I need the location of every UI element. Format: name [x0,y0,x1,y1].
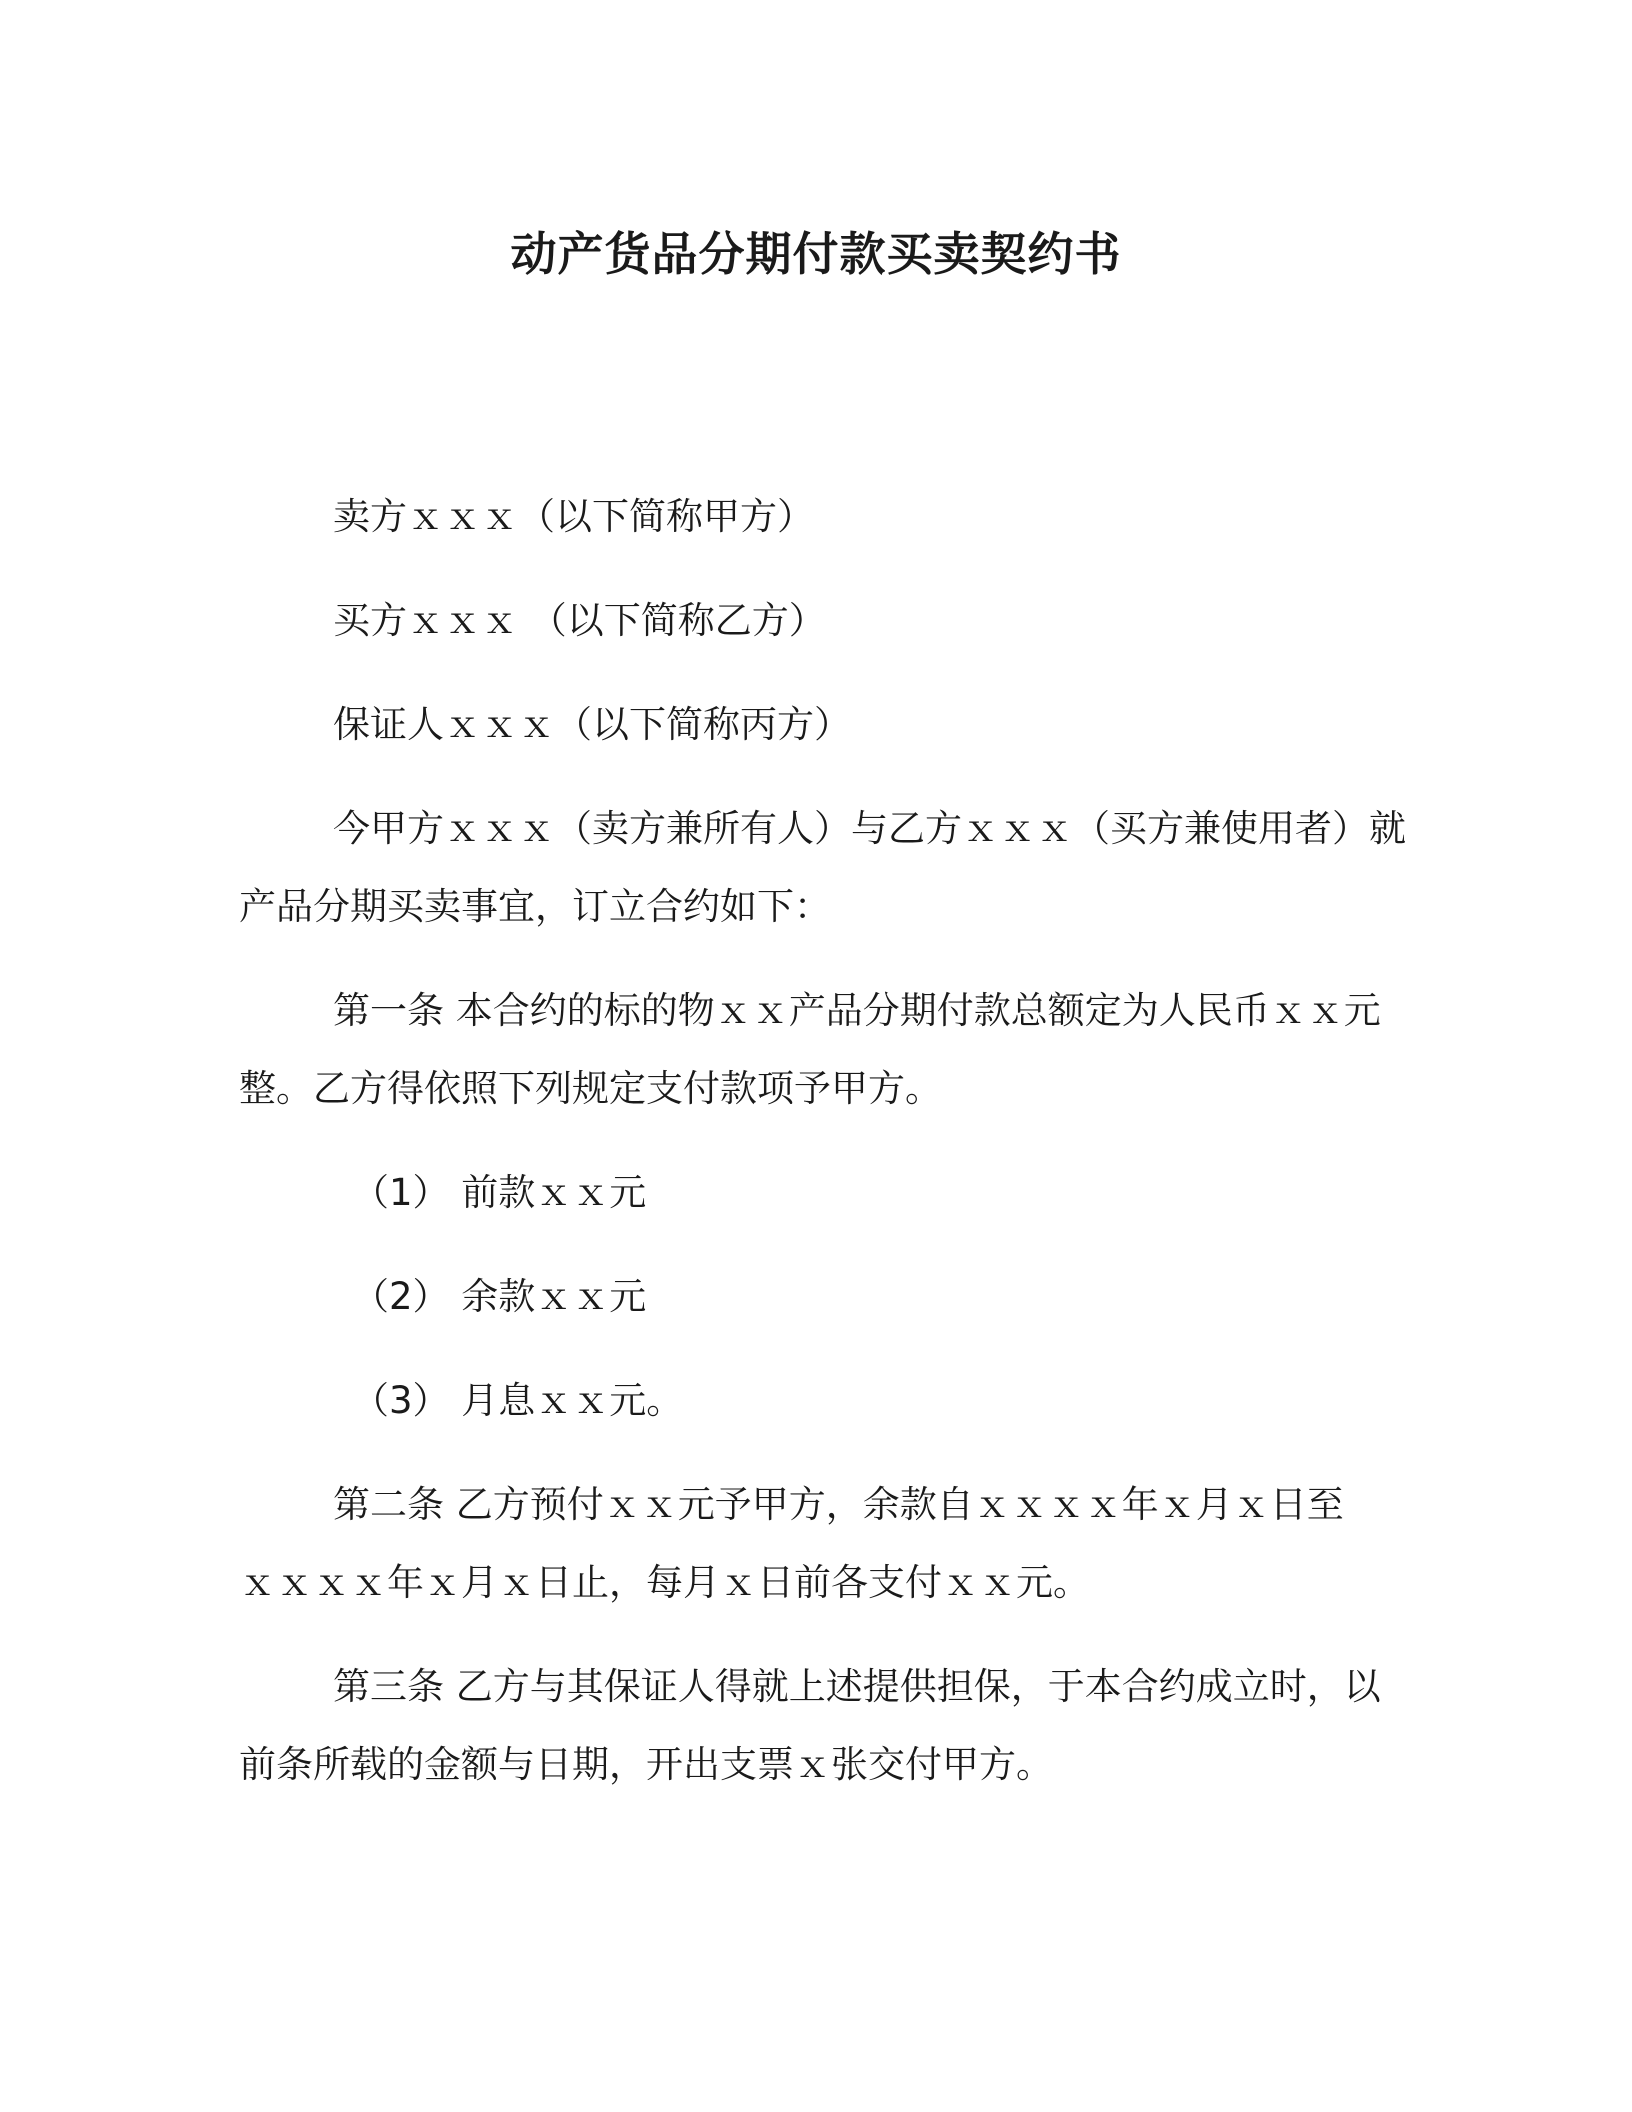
article-1-line-1: 第一条 本合约的标的物ｘｘ产品分期付款总额定为人民币ｘｘ元 [333,989,1381,1032]
buyer-party: 买方ｘｘｘ （以下简称乙方） [333,599,826,642]
article-2-line-1: 第二条 乙方预付ｘｘ元予甲方，余款自ｘｘｘｘ年ｘ月ｘ日至 [333,1483,1344,1526]
payment-item-2: （2） 余款ｘｘ元 [352,1275,647,1318]
payment-item-3: （3） 月息ｘｘ元。 [352,1379,684,1422]
article-3-line-1: 第三条 乙方与其保证人得就上述提供担保，于本合约成立时，以 [333,1665,1381,1708]
seller-party: 卖方ｘｘｘ（以下简称甲方） [333,495,814,538]
article-2-line-2: ｘｘｘｘ年ｘ月ｘ日止，每月ｘ日前各支付ｘｘ元。 [239,1561,1090,1604]
preamble-line-2: 产品分期买卖事宜，订立合约如下： [239,885,831,928]
article-1-line-2: 整。乙方得依照下列规定支付款项予甲方。 [239,1067,942,1110]
guarantor-party: 保证人ｘｘｘ（以下简称丙方） [333,703,851,746]
preamble-line-1: 今甲方ｘｘｘ（卖方兼所有人）与乙方ｘｘｘ（买方兼使用者）就 [333,807,1406,850]
payment-item-1: （1） 前款ｘｘ元 [352,1171,647,1214]
article-3-line-2: 前条所载的金额与日期，开出支票ｘ张交付甲方。 [239,1743,1053,1786]
document-title: 动产货品分期付款买卖契约书 [510,227,1122,281]
